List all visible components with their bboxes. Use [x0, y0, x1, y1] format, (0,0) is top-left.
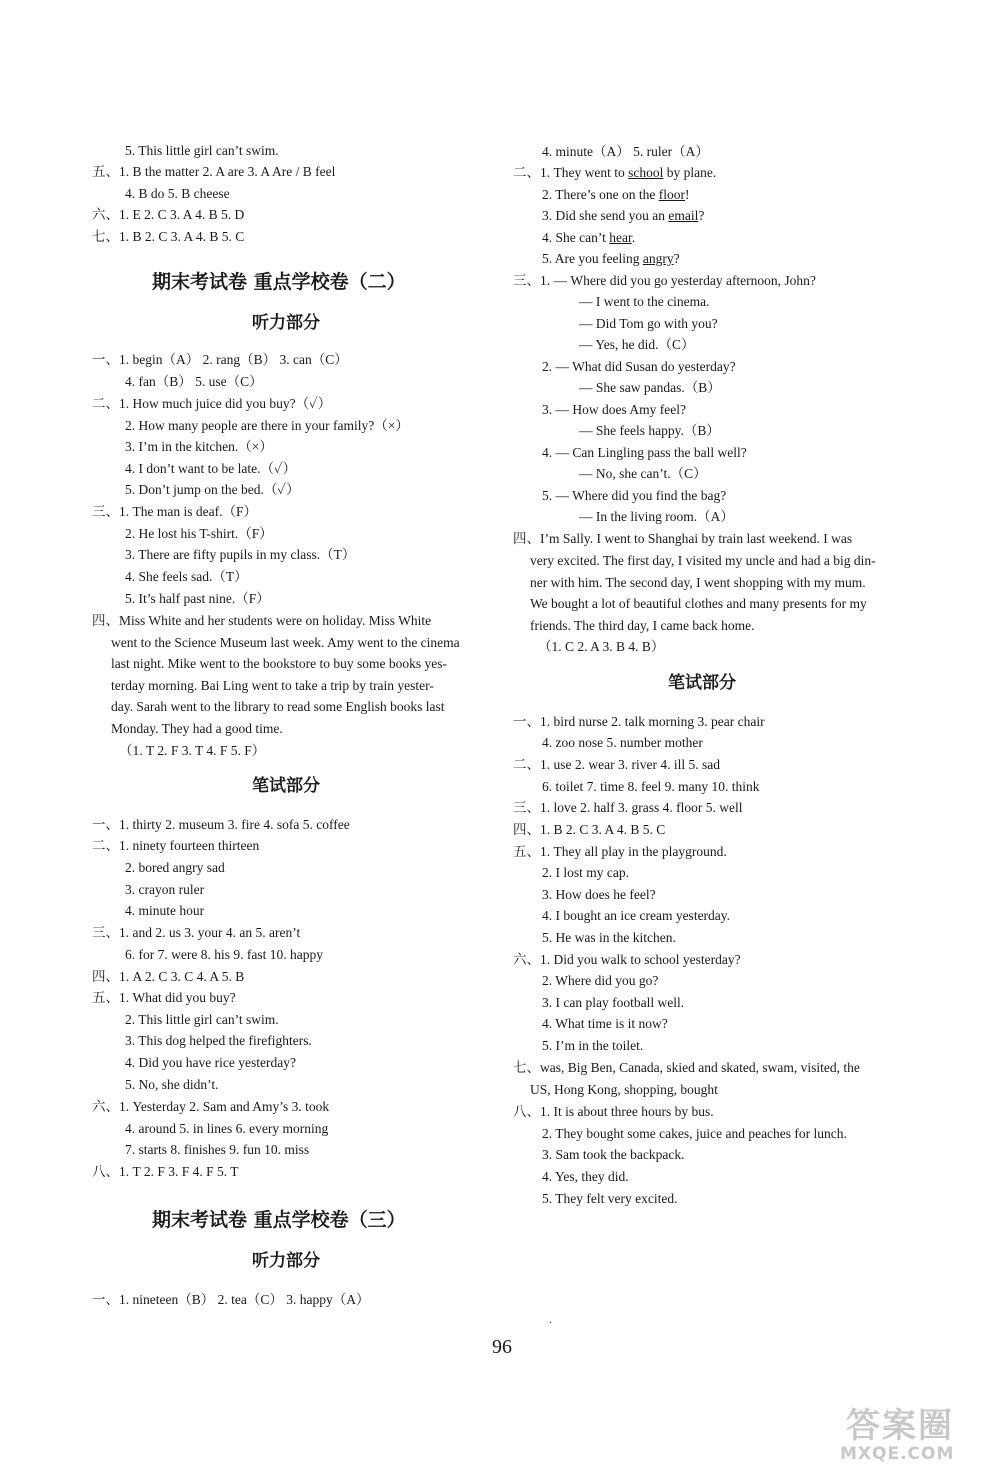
answer-line — [513, 163, 716, 183]
section-subtitle: 笔试部分 — [668, 673, 736, 693]
answer-line — [542, 206, 704, 226]
underlined-word: email — [668, 208, 699, 223]
answer-line: 七、was, Big Ben, Canada, skied and skated, swam, visited, the — [513, 1060, 860, 1075]
answer-line — [542, 249, 680, 269]
answer-line: 6. toilet 7. time 8. feel 9. many 10. think — [542, 779, 760, 794]
answer-line: — She saw pandas.（B） — [579, 380, 721, 395]
answer-line: 4. She feels sad.（T） — [125, 569, 248, 584]
watermark-logo — [832, 1398, 992, 1470]
answer-line: 四、1. A 2. C 3. C 4. A 5. B — [92, 969, 245, 984]
answer-line: 5. It’s half past nine.（F） — [125, 591, 270, 606]
answer-line: 二、1. ninety fourteen thirteen — [92, 838, 260, 853]
answer-line: 5. I’m in the toilet. — [542, 1038, 644, 1053]
answer-text: ? — [698, 208, 705, 223]
answer-text: ? — [673, 251, 680, 266]
answer-line: 4. Yes, they did. — [542, 1169, 629, 1184]
answer-line: （1. C 2. A 3. B 4. B） — [538, 639, 665, 654]
answer-line: friends. The third day, I came back home. — [530, 618, 755, 633]
answer-line: 3. I’m in the kitchen.（×） — [125, 439, 273, 454]
answer-line: went to the Science Museum last week. Amy went to the cinema — [111, 635, 460, 650]
answer-line: 五、1. B the matter 2. A are 3. A Are / B feel — [92, 164, 336, 179]
underlined-word: angry — [642, 251, 674, 266]
answer-line: 5. No, she didn’t. — [125, 1077, 219, 1092]
stray-dot: · — [549, 1318, 553, 1329]
answer-line: 五、1. What did you buy? — [92, 990, 236, 1005]
answer-line: 四、1. B 2. C 3. A 4. B 5. C — [513, 822, 666, 837]
answer-line: 二、1. use 2. wear 3. river 4. ill 5. sad — [513, 757, 720, 772]
answer-line: 5. They felt very excited. — [542, 1191, 678, 1206]
answer-line: 5. This little girl can’t swim. — [125, 143, 279, 158]
answer-line: 4. Did you have rice yesterday? — [125, 1055, 296, 1070]
answer-line: 5. Don’t jump on the bed.（✓） — [125, 482, 300, 497]
answer-line: 一、1. bird nurse 2. talk morning 3. pear chair — [513, 714, 765, 729]
answer-line: 四、I’m Sally. I went to Shanghai by train last weekend. I was — [513, 531, 853, 546]
answer-line: 4. I don’t want to be late.（✓） — [125, 461, 297, 476]
answer-text: ! — [684, 187, 690, 202]
answer-text: 2. There’s one on the — [542, 187, 659, 202]
answer-line: — In the living room.（A） — [579, 509, 734, 524]
answer-line: 2. — What did Susan do yesterday? — [542, 359, 736, 374]
answer-text: 3. Did she send you an — [542, 208, 669, 223]
answer-line: 2. He lost his T-shirt.（F） — [125, 526, 273, 541]
answer-line: 3. How does he feel? — [542, 887, 656, 902]
answer-line: 5. — Where did you find the bag? — [542, 488, 727, 503]
answer-line: 3. This dog helped the firefighters. — [125, 1033, 312, 1048]
answer-line: last night. Mike went to the bookstore to buy some books yes- — [111, 656, 447, 671]
page-number: 96 — [492, 1336, 512, 1358]
answer-line: 4. I bought an ice cream yesterday. — [542, 908, 731, 923]
answer-line: 七、1. B 2. C 3. A 4. B 5. C — [92, 229, 245, 244]
answer-line: 一、1. begin（A） 2. rang（B） 3. can（C） — [92, 352, 348, 367]
answer-line: 4. zoo nose 5. number mother — [542, 735, 703, 750]
answer-line: 4. minute hour — [125, 903, 205, 918]
answer-line: 八、1. It is about three hours by bus. — [513, 1104, 714, 1119]
answer-line: Monday. They had a good time. — [111, 721, 283, 736]
answer-line: （1. T 2. F 3. T 4. F 5. F） — [119, 743, 266, 758]
answer-line: 4. — Can Lingling pass the ball well? — [542, 445, 747, 460]
answer-line: 三、1. The man is deaf.（F） — [92, 504, 257, 519]
answer-line: 六、1. Yesterday 2. Sam and Amy’s 3. took — [92, 1099, 330, 1114]
answer-line: 3. crayon ruler — [125, 882, 205, 897]
answer-line: 一、1. nineteen（B） 2. tea（C） 3. happy（A） — [92, 1292, 370, 1307]
answer-line — [542, 228, 635, 248]
answer-line: 三、1. love 2. half 3. grass 4. floor 5. well — [513, 800, 743, 815]
answer-line: 3. I can play football well. — [542, 995, 685, 1010]
answer-line: very excited. The first day, I visited my uncle and had a big din- — [530, 553, 876, 568]
answer-line: — No, she can’t.（C） — [579, 466, 707, 481]
watermark-top-text: 答案圈 — [846, 1406, 954, 1446]
answer-line: 五、1. They all play in the playground. — [513, 844, 727, 859]
answer-line: 八、1. T 2. F 3. F 4. F 5. T — [92, 1164, 239, 1179]
answer-line: ner with him. The second day, I went shopping with my mum. — [530, 575, 866, 590]
answer-line: — Yes, he did.（C） — [579, 337, 695, 352]
answer-text: . — [631, 230, 636, 245]
section-title: 期末考试卷 重点学校卷（三） — [152, 1209, 406, 1231]
section-subtitle: 笔试部分 — [252, 776, 320, 796]
answer-line: 2. Where did you go? — [542, 973, 659, 988]
answer-line: day. Sarah went to the library to read some English books last — [111, 699, 445, 714]
answer-line: 2. I lost my cap. — [542, 865, 629, 880]
answer-line: 三、1. and 2. us 3. your 4. an 5. aren’t — [92, 925, 301, 940]
underlined-word: hear — [609, 230, 632, 245]
answer-line: US, Hong Kong, shopping, bought — [530, 1082, 718, 1097]
answer-text: 5. Are you feeling — [542, 251, 643, 266]
answer-line: 六、1. Did you walk to school yesterday? — [513, 952, 741, 967]
answer-line: 3. — How does Amy feel? — [542, 402, 686, 417]
answer-line: 三、1. — Where did you go yesterday afternoon, John? — [513, 273, 816, 288]
answer-line: 5. He was in the kitchen. — [542, 930, 676, 945]
answer-text: by plane. — [663, 165, 717, 180]
answer-line: 4. fan（B） 5. use（C） — [125, 374, 263, 389]
section-subtitle: 听力部分 — [252, 1251, 320, 1271]
answer-line: 六、1. E 2. C 3. A 4. B 5. D — [92, 207, 245, 222]
answer-line: — I went to the cinema. — [579, 294, 710, 309]
underlined-word: school — [628, 165, 664, 180]
underlined-word: floor — [658, 187, 685, 202]
answer-line: 4. minute（A） 5. ruler（A） — [542, 144, 709, 159]
answer-line: 2. This little girl can’t swim. — [125, 1012, 279, 1027]
answer-line: 7. starts 8. finishes 9. fun 10. miss — [125, 1142, 310, 1157]
answer-line: 2. bored angry sad — [125, 860, 225, 875]
section-subtitle: 听力部分 — [252, 313, 320, 333]
answer-line: 2. They bought some cakes, juice and peaches for lunch. — [542, 1126, 847, 1141]
answer-text: 二、1. They went to — [513, 165, 629, 180]
answer-line: 6. for 7. were 8. his 9. fast 10. happy — [125, 947, 323, 962]
answer-line: 3. Sam took the backpack. — [542, 1147, 685, 1162]
answer-line: 2. How many people are there in your family?（×） — [125, 418, 409, 433]
answer-line: 4. around 5. in lines 6. every morning — [125, 1121, 329, 1136]
answer-line: 一、1. thirty 2. museum 3. fire 4. sofa 5. coffee — [92, 817, 350, 832]
answer-line: 四、Miss White and her students were on holiday. Miss White — [92, 613, 432, 628]
watermark-bottom-text: MXQE.COM — [840, 1444, 955, 1464]
answer-line: terday morning. Bai Ling went to take a trip by train yester- — [111, 678, 434, 693]
answer-line: 4. B do 5. B cheese — [125, 186, 230, 201]
answer-line: — She feels happy.（B） — [579, 423, 720, 438]
answer-line: — Did Tom go with you? — [579, 316, 718, 331]
section-title: 期末考试卷 重点学校卷（二） — [152, 271, 406, 293]
answer-line: We bought a lot of beautiful clothes and many presents for my — [530, 596, 867, 611]
answer-line: 二、1. How much juice did you buy?（✓） — [92, 396, 332, 411]
answer-line: 3. There are fifty pupils in my class.（T） — [125, 547, 356, 562]
answer-line — [542, 185, 689, 205]
answer-line: 4. What time is it now? — [542, 1016, 668, 1031]
answer-text: 4. She can’t — [542, 230, 610, 245]
